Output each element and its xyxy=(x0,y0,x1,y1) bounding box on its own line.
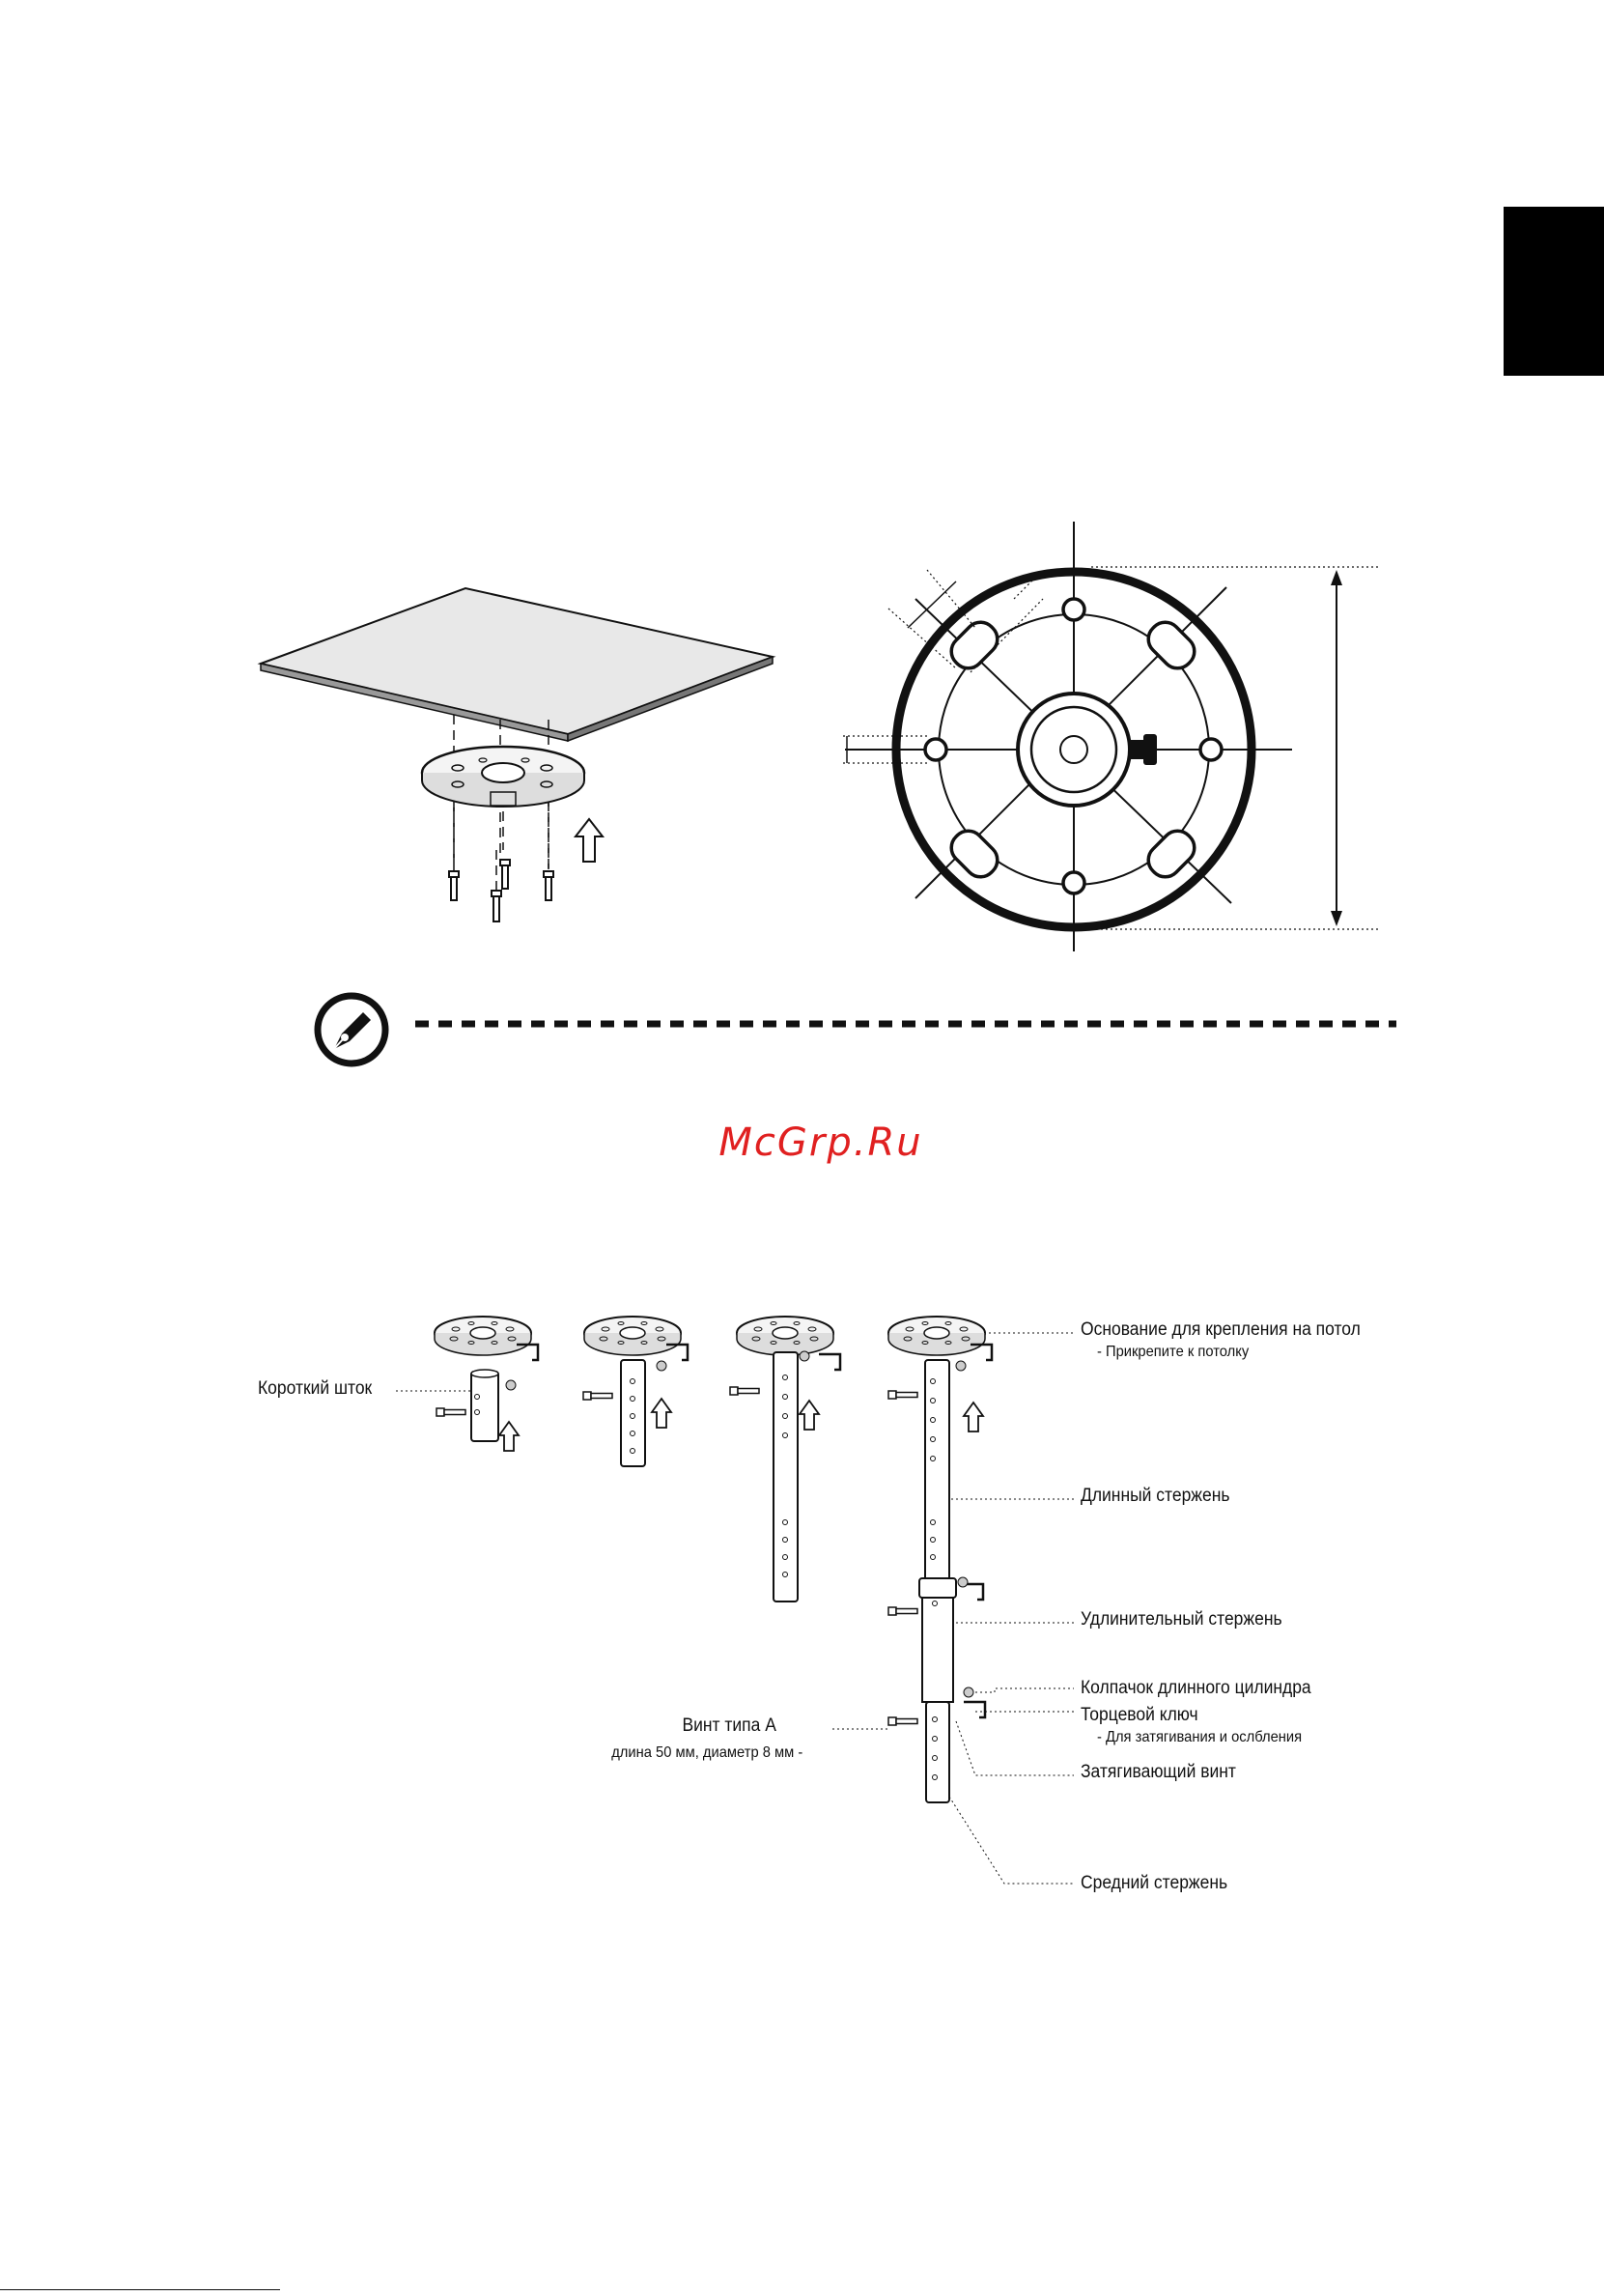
label-short-rod: Короткий шток xyxy=(258,1378,373,1399)
label-screw-type-a: Винт типа А xyxy=(682,1715,776,1736)
label-screw-type-a-note: длина 50 мм, диаметр 8 мм - xyxy=(610,1744,802,1761)
label-ceiling-base: Основание для крепления на потол xyxy=(1081,1319,1361,1340)
label-middle-rod: Средний стержень xyxy=(1081,1873,1228,1893)
label-long-cylinder-cap: Колпачок длинного цилиндра xyxy=(1081,1678,1311,1698)
label-socket-wrench: Торцевой ключ xyxy=(1081,1705,1198,1725)
label-extension-rod: Удлинительный стержень xyxy=(1081,1609,1282,1630)
label-tightening-screw: Затягивающий винт xyxy=(1081,1762,1236,1782)
label-long-rod: Длинный стержень xyxy=(1081,1486,1230,1506)
label-socket-wrench-note: - Для затягивания и ослбления xyxy=(1097,1729,1303,1745)
footer-rule xyxy=(0,2289,280,2290)
watermark-text: McGrp.Ru xyxy=(718,1120,923,1165)
label-ceiling-base-note: - Прикрепите к потолку xyxy=(1097,1344,1250,1360)
